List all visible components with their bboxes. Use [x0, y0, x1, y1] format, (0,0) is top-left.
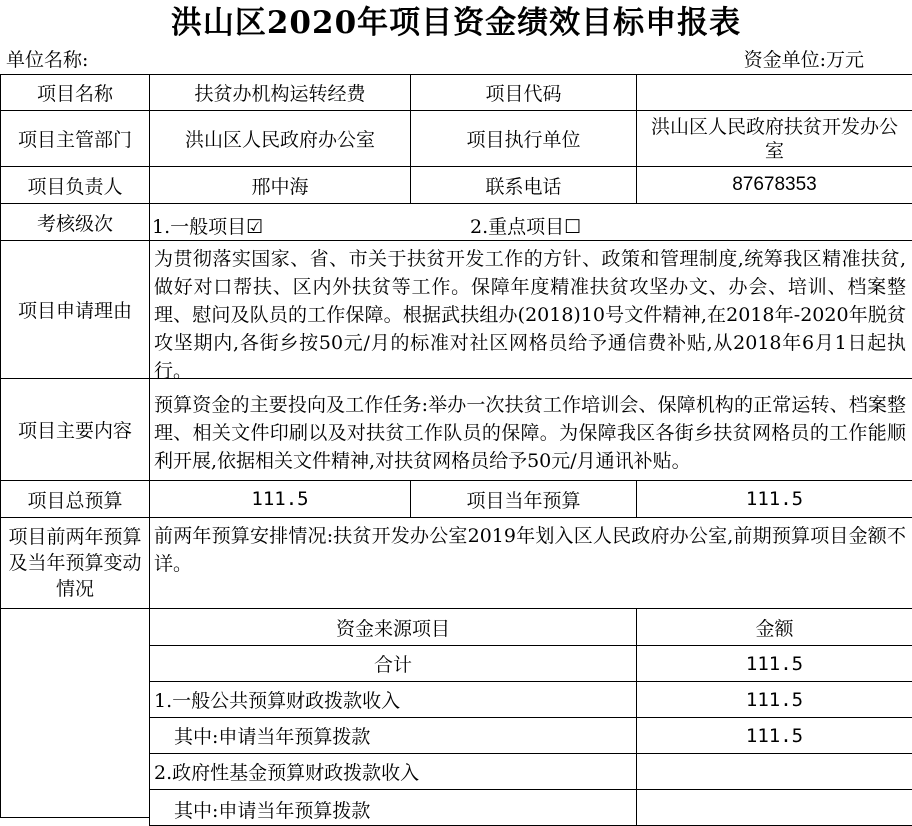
unit-name-label: 单位名称:: [6, 49, 89, 71]
dept-value: 洪山区人民政府办公室: [149, 110, 411, 167]
total-budget-value: 111.5: [149, 480, 411, 518]
page-title: 洪山区2020年项目资金绩效目标申报表: [170, 5, 742, 41]
level-option-key[interactable]: 2.重点项目☐: [470, 216, 582, 238]
project-name-label: 项目名称: [0, 74, 150, 111]
funding-row-label: 合计: [149, 645, 637, 682]
content-label: 项目主要内容: [0, 378, 150, 481]
dept-label: 项目主管部门: [0, 110, 150, 167]
funding-row-label: 1.一般公共预算财政拨款收入: [149, 681, 637, 718]
year-budget-label: 项目当年预算: [410, 480, 637, 518]
exec-unit-value: 洪山区人民政府扶贫开发办公室: [636, 110, 912, 167]
exec-unit-label: 项目执行单位: [410, 110, 637, 167]
currency-unit: 资金单位:万元: [743, 49, 864, 71]
reason-label: 项目申请理由: [0, 240, 150, 379]
content-text: 预算资金的主要投向及工作任务:举办一次扶贫工作培训会、保障机构的正常运转、档案整理、相关文件印刷以及对扶贫工作队员的保障。为保障我区各街乡扶贫网格员的工作能顺利开展,依据相关文件精神,对扶贫网格员给予50元/月通讯补贴。: [149, 378, 912, 481]
funding-header-source: 资金来源项目: [149, 608, 637, 646]
level-options: [149, 203, 912, 241]
total-budget-label: 项目总预算: [0, 480, 150, 518]
prev-text: 前两年预算安排情况:扶贫开发办公室2019年划入区人民政府办公室,前期预算项目金额不详。: [149, 517, 912, 609]
year-budget-value: 111.5: [636, 480, 912, 518]
funding-row-amount: 111.5: [636, 717, 912, 754]
funding-side-cell: [0, 608, 150, 818]
leader-label: 项目负责人: [0, 166, 150, 204]
project-code-label: 项目代码: [410, 74, 637, 111]
project-code-value: [636, 74, 912, 111]
funding-row-label: 2.政府性基金预算财政拨款收入: [149, 753, 637, 790]
leader-value: 邢中海: [149, 166, 411, 204]
phone-label: 联系电话: [410, 166, 637, 204]
funding-header-amount: 金额: [636, 608, 912, 646]
funding-row-label: 其中:申请当年预算拨款: [149, 717, 637, 754]
funding-row-amount: 111.5: [636, 645, 912, 682]
prev-label: 项目前两年预算及当年预算变动情况: [0, 517, 150, 609]
funding-row-label: 其中:申请当年预算拨款: [149, 789, 637, 826]
level-option-general[interactable]: 1.一般项目☑: [152, 216, 264, 238]
project-name-value: 扶贫办机构运转经费: [149, 74, 411, 111]
phone-value: 87678353: [636, 166, 912, 204]
funding-row-amount: 111.5: [636, 681, 912, 718]
funding-row-amount: [636, 789, 912, 826]
reason-text: 为贯彻落实国家、省、市关于扶贫开发工作的方针、政策和管理制度,统筹我区精准扶贫,做好对口帮扶、区内外扶贫等工作。保障年度精准扶贫攻坚办文、办会、培训、档案整理、慰问及队员的工作保障。根据武扶组办(2018)10号文件精神,在2018年-2020年脱贫攻坚期内,各街乡按50元/月的标准对社区网格员给予通信费补贴,从2018年6月1日起执行。: [149, 240, 912, 379]
level-label: 考核级次: [0, 203, 150, 241]
funding-row-amount: [636, 753, 912, 790]
